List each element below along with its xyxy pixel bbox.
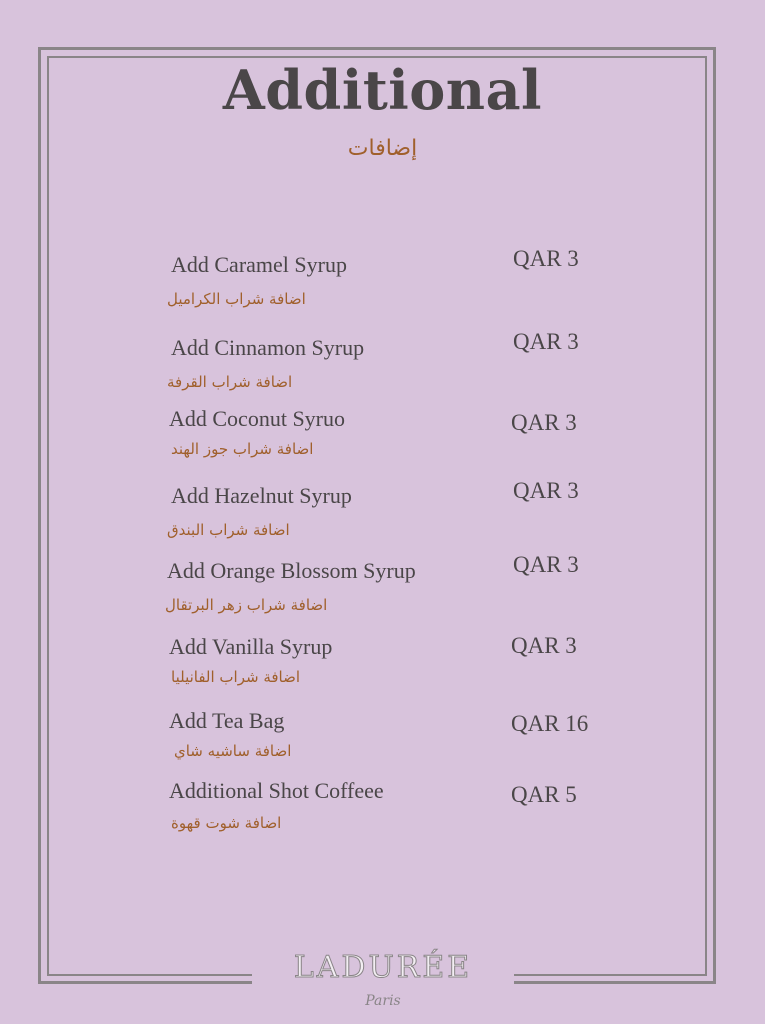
menu-item-name-arabic: اضافة ساشيه شاي — [174, 742, 292, 760]
menu-item-price: QAR 3 — [513, 329, 579, 354]
menu-item-name-arabic: اضافة شراب الكراميل — [167, 290, 306, 308]
page-title: Additional — [222, 58, 543, 122]
menu-item-name: Add Coconut Syruo — [169, 406, 345, 431]
menu-item-price: QAR 3 — [511, 410, 577, 435]
menu-item-name: Add Orange Blossom Syrup — [167, 558, 416, 583]
menu-item-name-arabic: اضافة شراب البندق — [167, 521, 290, 539]
menu-item-name: Add Cinnamon Syrup — [171, 335, 365, 360]
inner-frame-border — [47, 56, 707, 976]
brand-logo-subtitle: Paris — [365, 993, 401, 1009]
menu-item-price: QAR 3 — [513, 246, 579, 271]
menu-item-name: Add Hazelnut Syrup — [171, 483, 352, 508]
menu-item-price: QAR 3 — [513, 478, 579, 503]
brand-logo-wordmark: LADURÉE — [293, 950, 473, 985]
menu-item-name-arabic: اضافة شراب جوز الهند — [171, 440, 314, 458]
menu-item-name-arabic: اضافة شراب الفانيليا — [171, 668, 301, 686]
menu-item-name-arabic: اضافة شراب زهر البرتقال — [165, 596, 328, 614]
menu-item-name: Add Tea Bag — [169, 708, 285, 733]
menu-item-name: Add Caramel Syrup — [171, 252, 347, 277]
menu-item-price: QAR 3 — [511, 633, 577, 658]
menu-item-name: Add Vanilla Syrup — [169, 634, 333, 659]
menu-item-price: QAR 16 — [511, 711, 589, 736]
menu-item-name: Additional Shot Coffeee — [169, 778, 384, 803]
menu-item-name-arabic: اضافة شراب القرفة — [167, 373, 293, 391]
menu-item-name-arabic: اضافة شوت قهوة — [171, 814, 282, 832]
menu-item-price: QAR 3 — [513, 552, 579, 577]
brand-logo — [252, 950, 514, 1020]
page-title-arabic: إضافات — [347, 136, 418, 161]
menu-item-price: QAR 5 — [511, 782, 577, 807]
